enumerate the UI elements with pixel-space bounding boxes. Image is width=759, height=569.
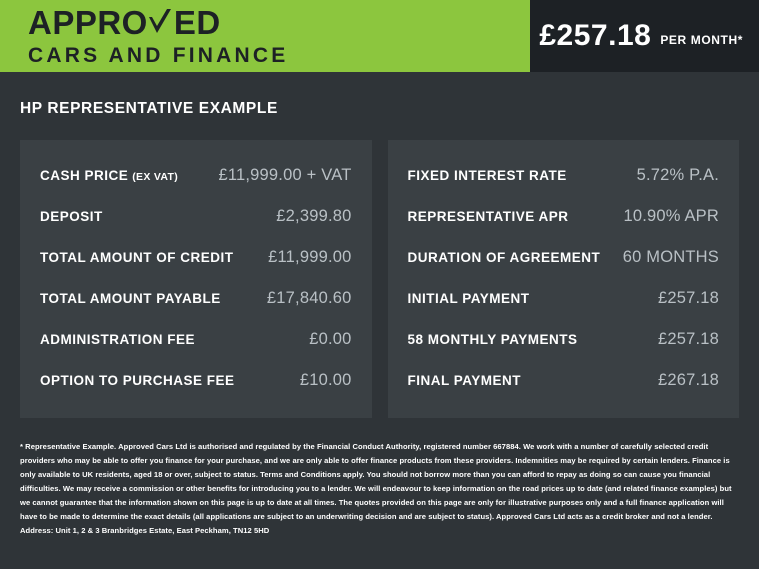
row-label bbox=[408, 373, 522, 388]
header bbox=[0, 0, 759, 72]
table-row bbox=[38, 361, 358, 402]
row-value: 60 MONTHS bbox=[622, 248, 719, 266]
table-row bbox=[38, 279, 358, 320]
row-value: 10.90% APR bbox=[623, 207, 719, 225]
row-label bbox=[40, 250, 234, 265]
table-row bbox=[38, 320, 358, 361]
table-row bbox=[406, 320, 726, 361]
row-label bbox=[408, 332, 578, 347]
row-value: £267.18 bbox=[657, 371, 719, 389]
row-label bbox=[40, 373, 235, 388]
monthly-price-block bbox=[530, 0, 759, 72]
row-label bbox=[408, 168, 567, 183]
table-row bbox=[406, 279, 726, 320]
row-value: £17,840.60 bbox=[266, 289, 352, 307]
row-label-text: ADMINISTRATION FEE bbox=[40, 332, 195, 347]
row-value: £10.00 bbox=[299, 371, 352, 389]
row-label-text: TOTAL AMOUNT OF CREDIT bbox=[40, 250, 234, 265]
left-panel bbox=[20, 140, 372, 418]
row-label bbox=[408, 250, 601, 265]
row-label-text: TOTAL AMOUNT PAYABLE bbox=[40, 291, 221, 306]
table-row bbox=[38, 238, 358, 279]
table-row bbox=[406, 197, 726, 238]
brand-name-post: ED bbox=[173, 4, 221, 41]
table-row bbox=[406, 361, 726, 402]
row-value: 5.72% P.A. bbox=[636, 166, 719, 184]
row-label bbox=[40, 291, 221, 306]
monthly-price-amount: £257.18 bbox=[539, 19, 652, 52]
row-value: £2,399.80 bbox=[276, 207, 352, 225]
table-row bbox=[406, 238, 726, 279]
row-value: £257.18 bbox=[657, 330, 719, 348]
table-row bbox=[406, 156, 726, 197]
row-label-text: INITIAL PAYMENT bbox=[407, 291, 530, 306]
brand-name-pre: APPRO bbox=[28, 4, 148, 41]
row-label-text: DEPOSIT bbox=[40, 209, 103, 224]
brand-name-secondary: CARS AND FINANCE bbox=[28, 44, 289, 67]
row-label bbox=[408, 209, 569, 224]
page-title: HP REPRESENTATIVE EXAMPLE bbox=[20, 100, 278, 117]
row-label-sub: (EX VAT) bbox=[132, 171, 179, 183]
right-panel bbox=[388, 140, 740, 418]
row-label-text: CASH PRICE bbox=[40, 168, 129, 183]
row-value: £11,999.00 bbox=[268, 248, 352, 266]
row-label bbox=[408, 291, 530, 306]
brand-logo bbox=[0, 0, 530, 72]
row-label-text: FIXED INTEREST RATE bbox=[407, 168, 567, 183]
table-row bbox=[38, 197, 358, 238]
row-label bbox=[40, 209, 103, 224]
panels-container bbox=[0, 118, 759, 418]
monthly-price-period: PER MONTH* bbox=[660, 32, 743, 47]
row-value: £257.18 bbox=[657, 289, 719, 307]
row-label bbox=[40, 332, 195, 347]
row-value: £0.00 bbox=[309, 330, 352, 348]
check-mark-icon bbox=[148, 6, 174, 39]
disclaimer-text: * Representative Example. Approved Cars Ltd is authorised and regulated by the Financial Conduct Authority, registered number 667884. We work with a number of carefully selected credit providers who may be able to offer you finance for your purchase, and we are only able to offer finance products from these providers. Indemnities may be required by certain lenders. Finance is only available to UK residents, aged 18 or over, subject to status. Terms and Conditions apply. You should not borrow more than you can afford to repay as doing so can cause you financial difficulties. We may receive a commission or other benefits for introducing you to a lender. We will endeavour to keep information on the road prices up to date (and related finance examples) but we cannot guarantee that the information shown on this page is up to date at all times. The quotes provided on this page are only for illustrative purposes only and a full finance application will have to be made to determine the exact details (all applications are subject to an underwriting decision and are subject to status). Approved Cars Ltd acts as a credit broker and not a lender. Address: Unit 1, 2 & 3 Branbridges Estate, East Peckham, TN12 5HD bbox=[20, 442, 732, 536]
row-label bbox=[40, 168, 178, 183]
row-label-text: REPRESENTATIVE APR bbox=[407, 209, 569, 224]
row-label-text: 58 MONTHLY PAYMENTS bbox=[407, 332, 578, 347]
table-row bbox=[38, 156, 358, 197]
row-label-text: FINAL PAYMENT bbox=[407, 373, 522, 388]
row-label-text: DURATION OF AGREEMENT bbox=[407, 250, 601, 265]
row-value: £11,999.00 + VAT bbox=[218, 166, 352, 184]
brand-name-primary bbox=[28, 6, 530, 39]
row-label-text: OPTION TO PURCHASE FEE bbox=[40, 373, 235, 388]
